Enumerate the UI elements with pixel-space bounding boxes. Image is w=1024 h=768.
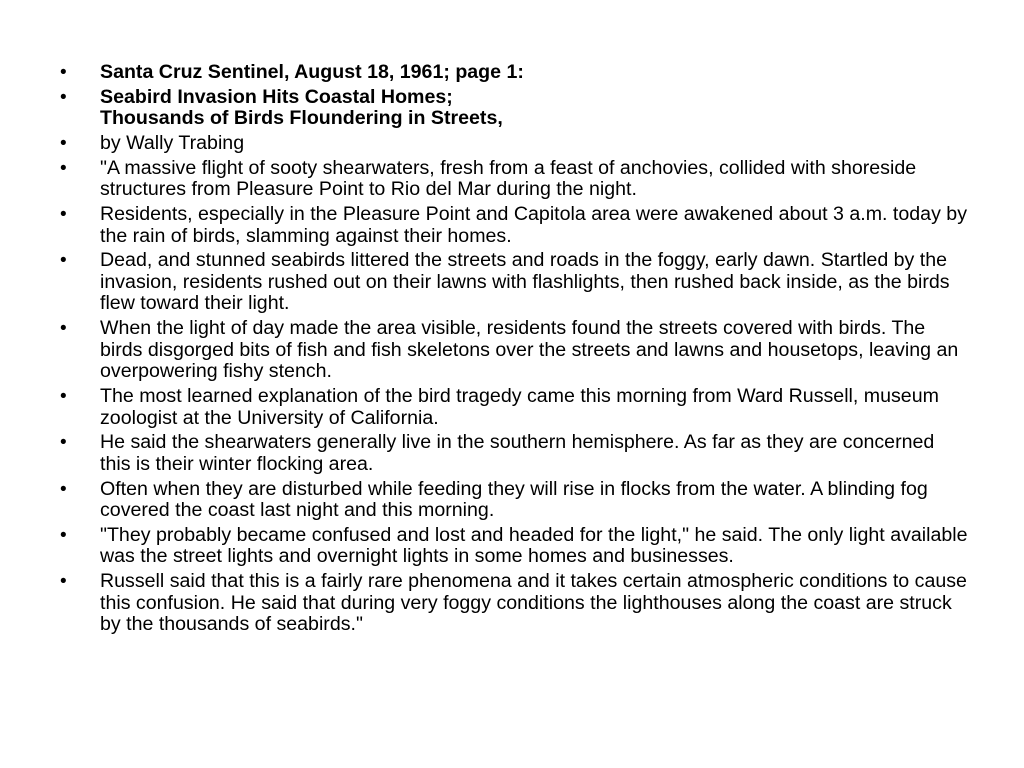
- bullet-text-line: Thousands of Birds Floundering in Streets,: [100, 107, 503, 130]
- bullet-text-line: "A massive flight of sooty shearwaters, fresh from a feast of anchovies, collided with shoreside structures from Pleasure Point to Rio del Mar during the night.: [100, 156, 917, 201]
- bullet-text-line: He said the shearwaters generally live in the southern hemisphere. As far as they are concerned this is their winter flocking area.: [100, 431, 935, 475]
- bullet-text: [100, 479, 970, 522]
- bullet-icon: •: [60, 571, 67, 593]
- bullet-icon: •: [60, 386, 67, 408]
- bullet-text: [100, 386, 970, 429]
- bullet-text: [100, 571, 970, 636]
- bullet-text: [100, 87, 970, 130]
- list-item: [60, 571, 970, 636]
- bullet-list: [60, 62, 970, 639]
- bullet-icon: •: [60, 432, 67, 454]
- bullet-text: [100, 204, 970, 247]
- list-item: [60, 250, 970, 315]
- bullet-text-line: Residents, especially in the Pleasure Point and Capitola area were awakened about 3 a.m. today by the rain of birds, slamming against their homes.: [100, 203, 968, 247]
- bullet-icon: •: [60, 157, 67, 179]
- bullet-icon: •: [60, 204, 67, 226]
- bullet-icon: •: [60, 133, 67, 155]
- bullet-icon: •: [60, 86, 67, 108]
- list-item: [60, 525, 970, 568]
- bullet-icon: •: [60, 524, 67, 546]
- bullet-text-line: Dead, and stunned seabirds littered the streets and roads in the foggy, early dawn. Startled by the invasion, residents rushed out on their lawns with flashlights, then rushed back inside, as the birds flew toward their light.: [100, 249, 950, 315]
- bullet-text-line: Santa Cruz Sentinel, August 18, 1961; page 1:: [100, 61, 524, 83]
- bullet-text: [100, 133, 970, 155]
- bullet-icon: •: [60, 250, 67, 272]
- list-item: [60, 318, 970, 383]
- bullet-text: [100, 158, 970, 201]
- list-item: [60, 386, 970, 429]
- bullet-icon: •: [60, 478, 67, 500]
- bullet-text: [100, 432, 970, 475]
- bullet-text: [100, 525, 970, 568]
- bullet-icon: •: [60, 318, 67, 340]
- bullet-text: [100, 62, 970, 84]
- list-item: [60, 87, 970, 130]
- bullet-text-line: Often when they are disturbed while feeding they will rise in flocks from the water. A blinding fog covered the coast last night and this morning.: [100, 477, 928, 522]
- bullet-text-line: When the light of day made the area visible, residents found the streets covered with birds. The birds disgorged bits of fish and fish skeletons over the streets and lawns and housetops, leaving an overpowering fishy stench.: [100, 317, 959, 383]
- bullet-text-line: by Wally Trabing: [100, 132, 245, 155]
- bullet-text-line: "They probably became confused and lost and headed for the light," he said. The only light available was the street lights and overnight lights in some homes and businesses.: [100, 523, 968, 568]
- list-item: [60, 204, 970, 247]
- list-item: [60, 62, 970, 84]
- bullet-text: [100, 318, 970, 383]
- list-item: [60, 133, 970, 155]
- list-item: [60, 158, 970, 201]
- list-item: [60, 479, 970, 522]
- bullet-text: [100, 250, 970, 315]
- bullet-icon: •: [60, 62, 67, 83]
- bullet-text-line: The most learned explanation of the bird tragedy came this morning from Ward Russell, museum zoologist at the University of California.: [100, 385, 939, 429]
- bullet-text-line: Russell said that this is a fairly rare phenomena and it takes certain atmospheric conditions to cause this confusion. He said that during very foggy conditions the lighthouses along the coast are struck by the thousands of seabirds.": [100, 570, 967, 636]
- bullet-text-line: Seabird Invasion Hits Coastal Homes;: [100, 85, 453, 108]
- list-item: [60, 432, 970, 475]
